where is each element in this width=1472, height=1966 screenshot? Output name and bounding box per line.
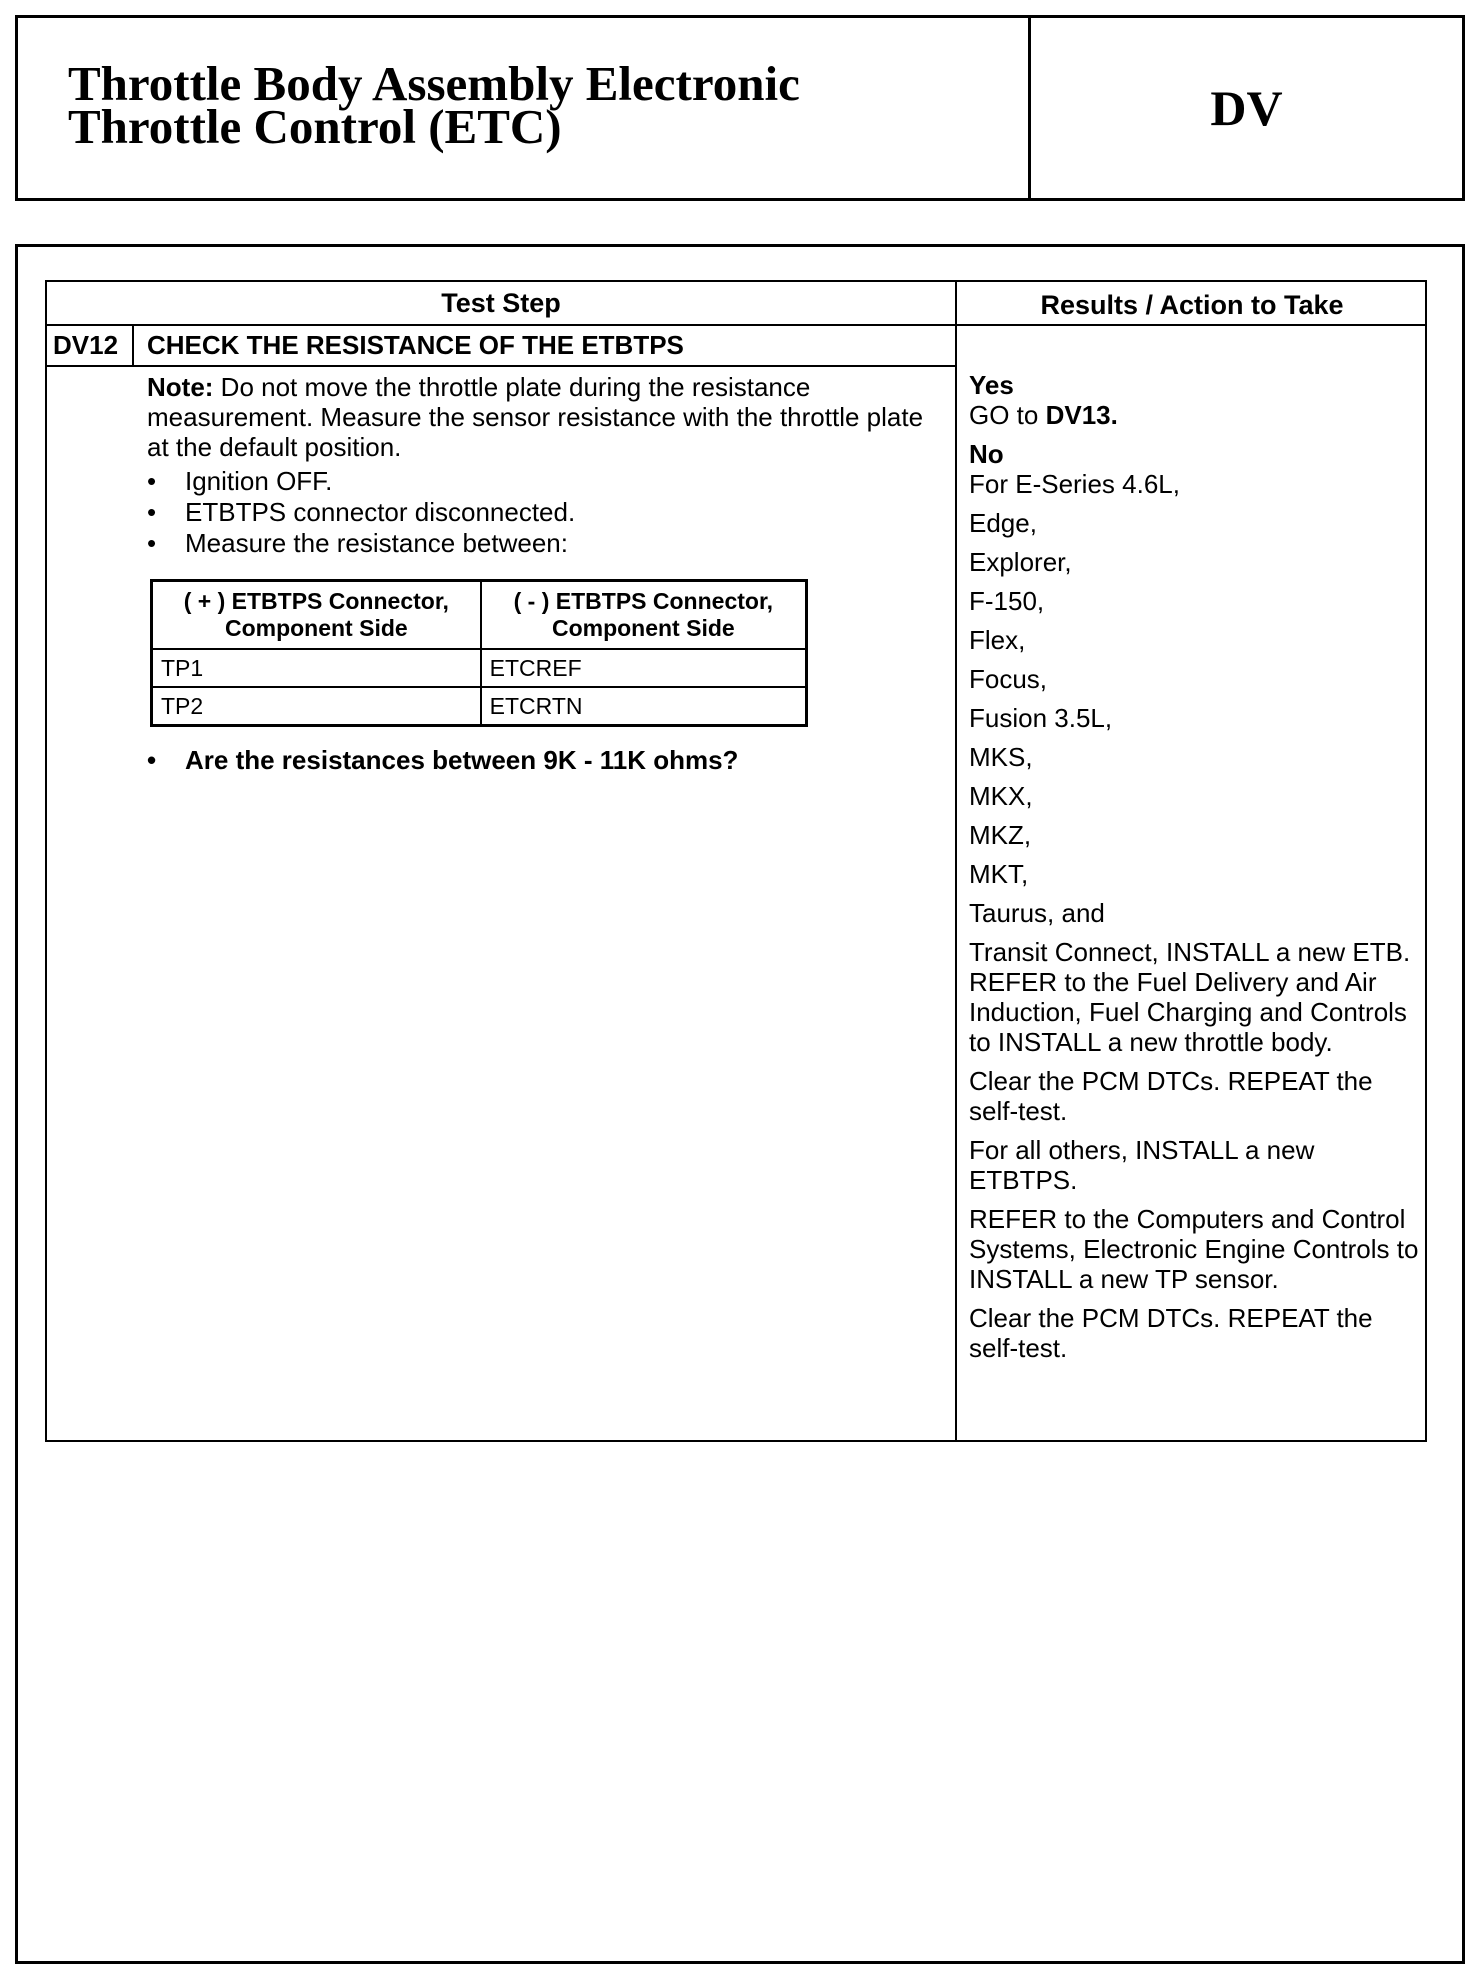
question: • Are the resistances between 9K - 11K ohms? <box>147 745 927 776</box>
no-line: Transit Connect, INSTALL a new ETB. REFER to the Fuel Delivery and Air Induction, Fuel Charging and Controls to INSTALL a new throttle body. <box>969 937 1411 1057</box>
test-step-body <box>147 372 927 776</box>
no-line: Focus, <box>969 664 1048 694</box>
yes-target: DV13. <box>1045 400 1118 430</box>
bullet-item: • ETBTPS connector disconnected. <box>147 497 927 528</box>
connector-header-negative: ( - ) ETBTPS Connector, Component Side <box>481 581 807 650</box>
bullet-item: • Measure the resistance between: <box>147 528 927 559</box>
table-cell: ETCRTN <box>481 687 807 726</box>
no-line: Clear the PCM DTCs. REPEAT the self-test. <box>969 1303 1373 1363</box>
section-code: DV <box>1210 80 1283 136</box>
no-label: No <box>969 439 1004 469</box>
step-row-rule <box>47 365 955 367</box>
no-line: Clear the PCM DTCs. REPEAT the self-test. <box>969 1066 1373 1126</box>
table-row <box>152 687 807 726</box>
no-line: For E-Series 4.6L, <box>969 469 1180 499</box>
no-line: Flex, <box>969 625 1026 655</box>
page-header <box>15 15 1465 201</box>
step-id-divider <box>132 324 134 365</box>
table-cell: TP1 <box>152 649 481 687</box>
question-list <box>147 745 927 776</box>
note <box>147 372 927 462</box>
page-title <box>68 56 968 154</box>
yes-label: Yes <box>969 370 1014 400</box>
no-line: MKT, <box>969 859 1029 889</box>
no-line: MKZ, <box>969 820 1032 850</box>
column-header-test-step: Test Step <box>441 287 561 318</box>
table-cell: ETCREF <box>481 649 807 687</box>
no-line: Explorer, <box>969 547 1072 577</box>
no-line: REFER to the Computers and Control Systems, Electronic Engine Controls to INSTALL a new TP sensor. <box>969 1204 1419 1294</box>
no-line: Edge, <box>969 508 1037 538</box>
step-bullets <box>147 466 927 559</box>
no-line: MKX, <box>969 781 1033 811</box>
test-step-table <box>45 280 1427 1442</box>
yes-text: GO to <box>969 400 1039 430</box>
column-divider <box>955 282 957 1440</box>
table-row <box>152 649 807 687</box>
note-label: Note: <box>147 372 214 402</box>
title-line-2: Throttle Control (ETC) <box>68 99 562 154</box>
note-text: Do not move the throttle plate during the resistance measurement. Measure the sensor resistance with the throttle plate at the default position. <box>147 372 924 462</box>
step-title: CHECK THE RESISTANCE OF THE ETBTPS <box>147 330 684 360</box>
no-line: MKS, <box>969 742 1033 772</box>
title-line-1: Throttle Body Assembly Electronic <box>68 56 800 111</box>
step-id: DV12 <box>53 330 119 360</box>
yes-action <box>969 400 1421 430</box>
results-body <box>969 370 1421 1363</box>
no-line: Taurus, and <box>969 898 1105 928</box>
bullet-item: • Ignition OFF. <box>147 466 927 497</box>
no-line: F-150, <box>969 586 1045 616</box>
table-cell: TP2 <box>152 687 481 726</box>
connector-header-positive: ( + ) ETBTPS Connector, Component Side <box>152 581 481 650</box>
connector-table <box>150 579 808 727</box>
no-line: For all others, INSTALL a new ETBTPS. <box>969 1135 1315 1195</box>
column-header-results: Results / Action to Take <box>1040 289 1344 320</box>
no-line: Fusion 3.5L, <box>969 703 1113 733</box>
